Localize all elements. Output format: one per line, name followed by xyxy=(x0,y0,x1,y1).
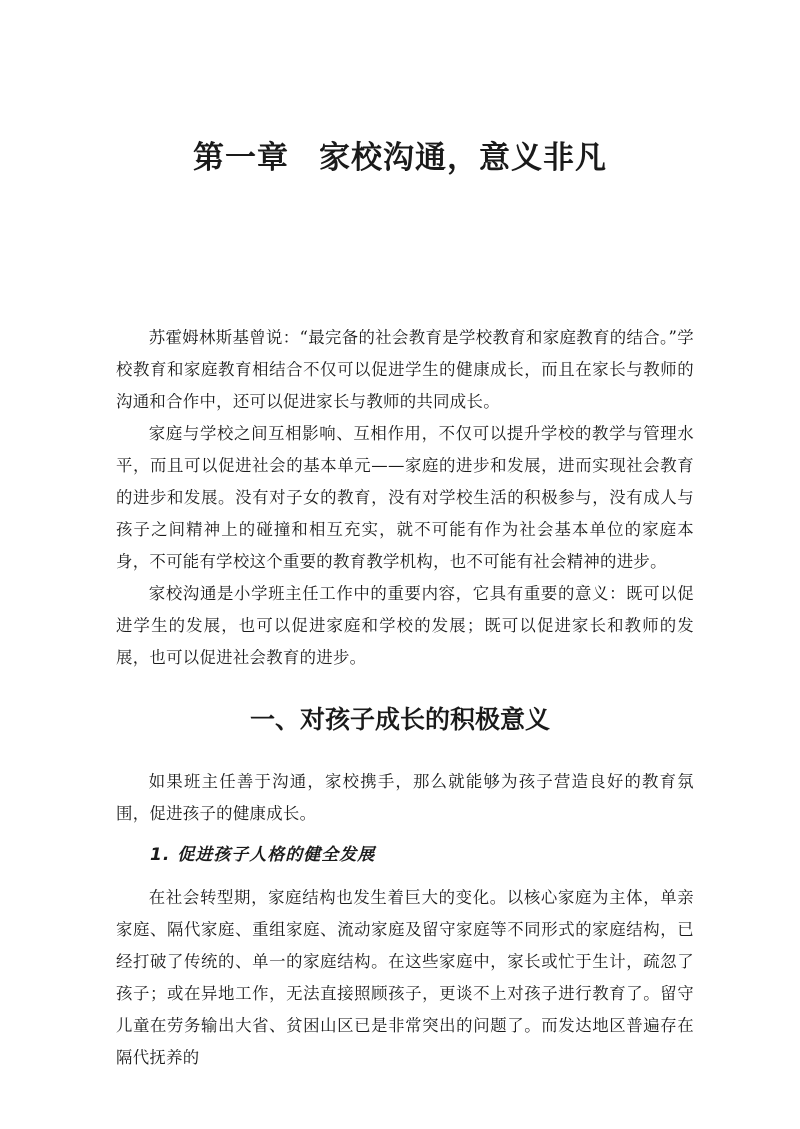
intro-paragraph-3: 家校沟通是小学班主任工作中的重要内容，它具有重要的意义：既可以促进学生的发展，也可以促进家庭和学校的发展；既可以促进家长和教师的发展，也可以促进社会教育的进步。 xyxy=(116,584,694,667)
subsection-paragraph: 在社会转型期，家庭结构也发生着巨大的变化。以核心家庭为主体，单亲家庭、隔代家庭、重组家庭、流动家庭及留守家庭等不同形式的家庭结构，已经打破了传统的、单一的家庭结构。在这些家庭中，家长或忙于生计，疏忽了孩子；或在异地工作，无法直接照顾孩子，更谈不上对孩子进行教育了。留守儿童在劳务输出大省、贫困山区已是非常突出的问题了。而发达地区普遍存在隔代抚养的 xyxy=(116,888,694,1067)
chapter-title xyxy=(0,138,800,178)
intro-paragraph-2: 家庭与学校之间互相影响、互相作用，不仅可以提升学校的教学与管理水平，而且可以促进社会的基本单元——家庭的进步和发展，进而实现社会教育的进步和发展。没有对子女的教育，没有对学校生活的积极参与，没有成人与孩子之间精神上的碰撞和相互充实，就不可能有作为社会基本单位的家庭本身，不可能有学校这个重要的教育教学机构，也不可能有社会精神的进步。 xyxy=(116,424,694,571)
intro-paragraph-1: 苏霍姆林斯基曾说：“最完备的社会教育是学校教育和家庭教育的结合。”学校教育和家庭教育相结合不仅可以促进学生的健康成长，而且在家长与教师的沟通和合作中，还可以促进家长与教师的共同成长。 xyxy=(116,328,694,411)
subsection-title: 1. 促进孩子人格的健全发展 xyxy=(150,845,376,865)
chapter-name: 家校沟通，意义非凡 xyxy=(319,140,607,176)
section-paragraph: 如果班主任善于沟通，家校携手，那么就能够为孩子营造良好的教育氛围，促进孩子的健康成长。 xyxy=(116,772,694,823)
chapter-number: 第一章 xyxy=(193,140,289,176)
section-title: 一、对孩子成长的积极意义 xyxy=(249,705,550,734)
